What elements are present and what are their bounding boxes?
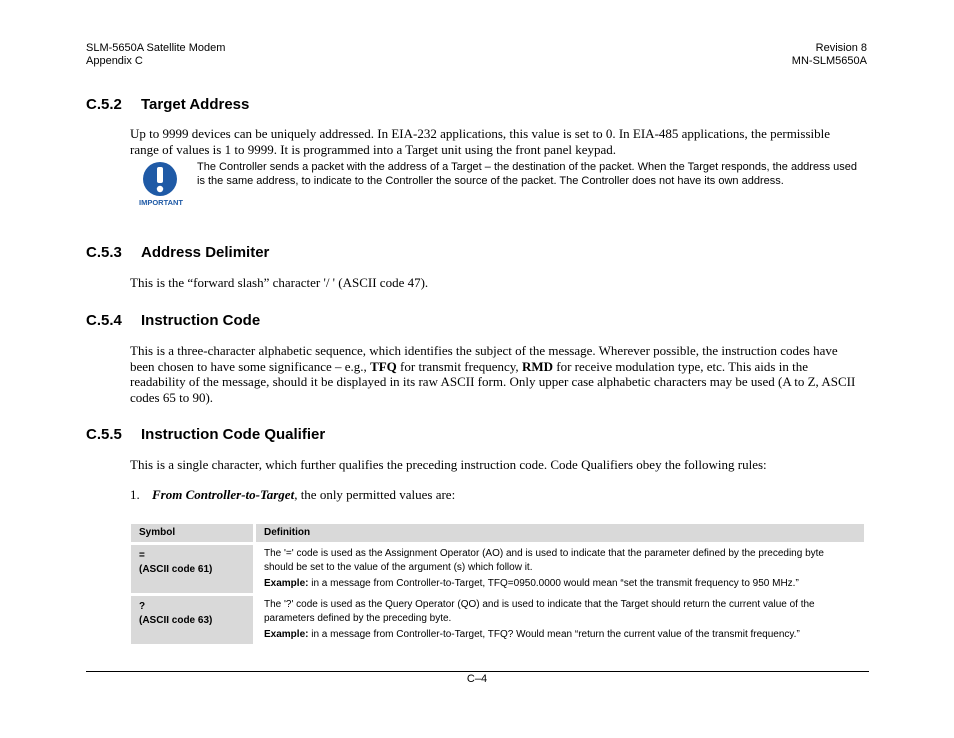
symbol-cell <box>131 545 253 593</box>
list-text: , the only permitted values are: <box>294 487 456 502</box>
symbol-cell <box>131 596 253 644</box>
footer-divider <box>86 671 869 672</box>
list-item-controller-to-target <box>130 487 860 503</box>
definition-cell <box>253 596 864 644</box>
important-note-text: The Controller sends a packet with the address of a Target – the destination of the packet. When the Target responds, the address used is the same address, to indicate to the Controller the source of the packet. The Controller does not have its own address. <box>197 161 857 187</box>
page-number: C–4 <box>466 673 488 685</box>
definition-cell <box>253 545 864 593</box>
table-header-row <box>131 524 864 542</box>
running-header-left <box>86 42 225 68</box>
header-revision: Revision 8 <box>815 42 867 54</box>
example-text: in a message from Controller-to-Target, TFQ=0950.0000 would mean “set the transmit frequency to 950 MHz.” <box>308 578 799 589</box>
paragraph-text: for receive modulation type, etc. This aids in the readability of the message, should it be displayed in its raw ASCII form. Only upper case alphabetic characters may be used (A to Z, ASCII codes 65 to 90). <box>130 358 856 405</box>
important-icon-label: IMPORTANT <box>138 198 184 207</box>
symbol-char: = <box>139 550 145 561</box>
list-number: 1. <box>130 487 140 502</box>
section-title: Instruction Code <box>141 312 261 329</box>
paragraph-target-address: Up to 9999 devices can be uniquely addressed. In EIA-232 applications, this value is set to 0. In EIA-485 applications, the permissible range of values is 1 to 9999. It is programmed into a Target unit using the front panel keypad. <box>130 126 831 157</box>
example-line <box>264 577 856 591</box>
symbol-ascii: (ASCII code 61) <box>139 564 213 575</box>
paragraph-address-delimiter: This is the “forward slash” character '/ ' (ASCII code 47). <box>130 275 429 290</box>
paragraph-instruction-code <box>130 343 860 405</box>
section-title: Instruction Code Qualifier <box>141 426 326 443</box>
header-product: SLM-5650A Satellite Modem <box>86 42 226 54</box>
important-note-icon <box>136 161 186 207</box>
section-number: C.5.3 <box>86 244 122 261</box>
running-header-right <box>792 42 867 68</box>
table-row <box>131 545 864 593</box>
section-heading-instruction-code <box>86 312 260 329</box>
section-heading-instruction-code-qualifier <box>86 426 325 443</box>
example-label: Example: <box>264 578 309 589</box>
symbol-ascii: (ASCII code 63) <box>139 615 213 626</box>
example-text: in a message from Controller-to-Target, TFQ? Would mean “return the current value of the transmit frequency.” <box>308 629 800 640</box>
definition-text: The '=' code is used as the Assignment Operator (AO) and is used to indicate that the parameter defined by the preceding byte should be set to the value of the argument (s) which follow it. <box>264 548 824 573</box>
example-line <box>264 628 856 642</box>
header-doc-number: MN-SLM5650A <box>791 55 867 67</box>
symbol-char: ? <box>139 601 146 612</box>
section-title: Target Address <box>141 96 250 113</box>
column-header-symbol: Symbol <box>131 524 253 542</box>
code-rmd: RMD <box>521 358 553 374</box>
header-appendix: Appendix C <box>86 55 143 67</box>
section-heading-target-address <box>86 96 249 113</box>
paragraph-text: This is a three-character alphabetic sequence, which identifies the subject of the message. Wherever possible, the instruction codes have been chosen to have some significance – e.g., <box>130 343 838 374</box>
paragraph-text: for transmit frequency, <box>396 358 522 374</box>
column-header-definition: Definition <box>253 524 864 542</box>
section-title: Address Delimiter <box>141 244 270 261</box>
definition-text: The '?' code is used as the Query Operator (QO) and is used to indicate that the Target should return the current value of the parameters defined by the preceding byte. <box>264 599 815 624</box>
section-number: C.5.4 <box>86 312 122 329</box>
list-emphasis: From Controller-to-Target <box>152 487 295 502</box>
qualifier-table <box>131 521 864 647</box>
paragraph-code-qualifier: This is a single character, which further qualifies the preceding instruction code. Code Qualifiers obey the following rules: <box>130 457 767 472</box>
important-exclamation-icon <box>136 161 186 207</box>
section-heading-address-delimiter <box>86 244 269 261</box>
section-number: C.5.5 <box>86 426 122 443</box>
example-label: Example: <box>264 629 309 640</box>
table-row <box>131 596 864 644</box>
code-tfq: TFQ <box>370 358 397 374</box>
section-number: C.5.2 <box>86 96 122 113</box>
